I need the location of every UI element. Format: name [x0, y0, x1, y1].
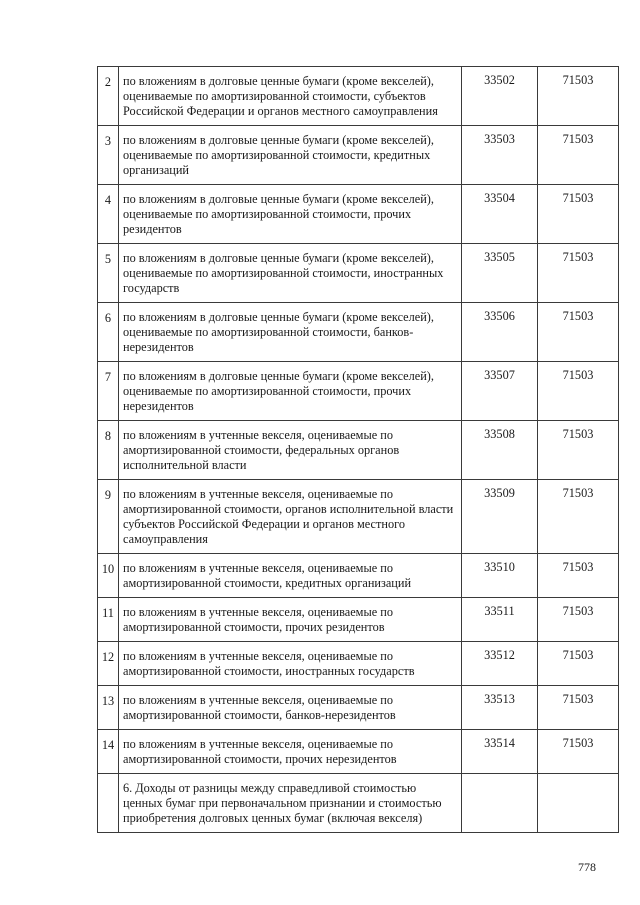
table-row: [98, 67, 619, 126]
symbol-code: 71503: [538, 303, 619, 362]
table-row: [98, 362, 619, 421]
symbol-code: 71503: [538, 67, 619, 126]
row-number: 2: [98, 67, 119, 126]
table-row: [98, 554, 619, 598]
row-description: по вложениям в учтенные векселя, оцениваемые по амортизированной стоимости, кредитных организаций: [119, 554, 462, 598]
accounts-table: [97, 66, 619, 833]
table-row: [98, 126, 619, 185]
row-description: по вложениям в учтенные векселя, оцениваемые по амортизированной стоимости, прочих резидентов: [119, 598, 462, 642]
row-description: по вложениям в учтенные векселя, оцениваемые по амортизированной стоимости, федеральных органов исполнительной власти: [119, 421, 462, 480]
symbol-code: 71503: [538, 421, 619, 480]
account-code: 33507: [462, 362, 538, 421]
row-number: 14: [98, 730, 119, 774]
row-description: по вложениям в долговые ценные бумаги (кроме векселей), оцениваемые по амортизированной стоимости, кредитных организаций: [119, 126, 462, 185]
account-code: 33509: [462, 480, 538, 554]
row-number: 3: [98, 126, 119, 185]
symbol-code: 71503: [538, 686, 619, 730]
table-row: [98, 686, 619, 730]
table-row: [98, 421, 619, 480]
account-code: 33503: [462, 126, 538, 185]
row-number: 10: [98, 554, 119, 598]
row-description: по вложениям в долговые ценные бумаги (кроме векселей), оцениваемые по амортизированной стоимости, прочих нерезидентов: [119, 362, 462, 421]
table-row: [98, 244, 619, 303]
table-row: [98, 730, 619, 774]
symbol-code: 71503: [538, 642, 619, 686]
symbol-code: [538, 774, 619, 833]
symbol-code: 71503: [538, 730, 619, 774]
row-description: по вложениям в долговые ценные бумаги (кроме векселей), оцениваемые по амортизированной стоимости, иностранных государств: [119, 244, 462, 303]
table-row: [98, 642, 619, 686]
row-number: 12: [98, 642, 119, 686]
symbol-code: 71503: [538, 185, 619, 244]
table-row: [98, 303, 619, 362]
symbol-code: 71503: [538, 554, 619, 598]
row-description: по вложениям в учтенные векселя, оцениваемые по амортизированной стоимости, иностранных государств: [119, 642, 462, 686]
account-code: [462, 774, 538, 833]
table-row-section: [98, 774, 619, 833]
row-number: 13: [98, 686, 119, 730]
account-code: 33505: [462, 244, 538, 303]
account-code: 33504: [462, 185, 538, 244]
row-description: по вложениям в долговые ценные бумаги (кроме векселей), оцениваемые по амортизированной стоимости, банков-нерезидентов: [119, 303, 462, 362]
row-number: 8: [98, 421, 119, 480]
account-code: 33513: [462, 686, 538, 730]
row-number: 7: [98, 362, 119, 421]
row-description: по вложениям в учтенные векселя, оцениваемые по амортизированной стоимости, органов исполнительной власти субъектов Российской Федерации и органов местного самоуправления: [119, 480, 462, 554]
row-description: по вложениям в учтенные векселя, оцениваемые по амортизированной стоимости, прочих нерезидентов: [119, 730, 462, 774]
symbol-code: 71503: [538, 480, 619, 554]
table-row: [98, 598, 619, 642]
symbol-code: 71503: [538, 362, 619, 421]
account-code: 33502: [462, 67, 538, 126]
row-number: 5: [98, 244, 119, 303]
table-row: [98, 185, 619, 244]
account-code: 33508: [462, 421, 538, 480]
row-number: 9: [98, 480, 119, 554]
symbol-code: 71503: [538, 244, 619, 303]
account-code: 33514: [462, 730, 538, 774]
row-number: [98, 774, 119, 833]
row-description: по вложениям в долговые ценные бумаги (кроме векселей), оцениваемые по амортизированной стоимости, субъектов Российской Федерации и органов местного самоуправления: [119, 67, 462, 126]
account-code: 33510: [462, 554, 538, 598]
table-row: [98, 480, 619, 554]
account-code: 33511: [462, 598, 538, 642]
account-code: 33506: [462, 303, 538, 362]
row-number: 4: [98, 185, 119, 244]
page-number: 778: [578, 860, 596, 874]
row-number: 6: [98, 303, 119, 362]
section-heading: 6. Доходы от разницы между справедливой стоимостью ценных бумаг при первоначальном признании и стоимостью приобретения долговых ценных бумаг (включая векселя): [119, 774, 462, 833]
symbol-code: 71503: [538, 126, 619, 185]
row-number: 11: [98, 598, 119, 642]
symbol-code: 71503: [538, 598, 619, 642]
row-description: по вложениям в долговые ценные бумаги (кроме векселей), оцениваемые по амортизированной стоимости, прочих резидентов: [119, 185, 462, 244]
account-code: 33512: [462, 642, 538, 686]
row-description: по вложениям в учтенные векселя, оцениваемые по амортизированной стоимости, банков-нерезидентов: [119, 686, 462, 730]
